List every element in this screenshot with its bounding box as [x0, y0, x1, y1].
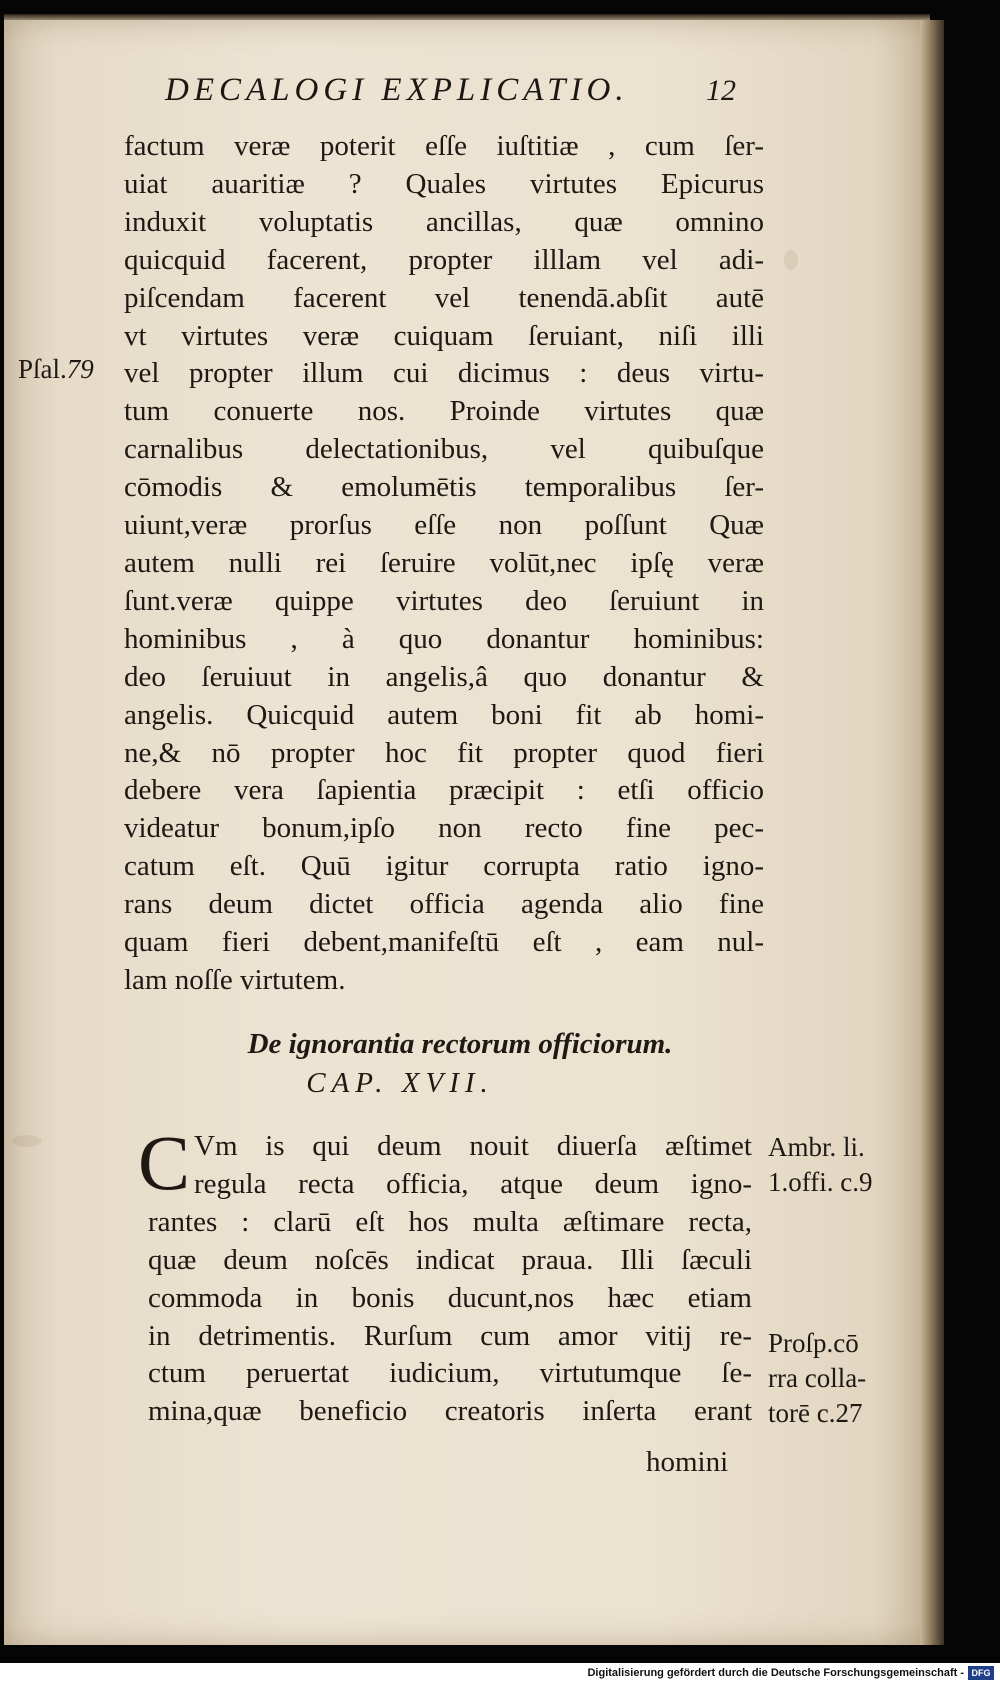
text-line: debere vera ſapientia præcipit : etſi officio — [124, 774, 764, 807]
page-stain — [12, 1135, 42, 1147]
chapter-heading: De ignorantia rectorum officiorum. — [247, 1028, 673, 1060]
margin-note-ambrose: 1.offi. c.9 — [768, 1167, 873, 1197]
text-line: mina,quæ beneficio creatoris inſerta erant — [148, 1395, 752, 1428]
margin-note-psalm — [18, 352, 94, 387]
text-line: vt virtutes veræ cuiquam ſeruiant, niſi illi — [124, 319, 764, 352]
text-line: quicquid facerent, propter illlam vel adi- — [124, 243, 764, 276]
text-line: hominibus , à quo donantur hominibus: — [124, 622, 764, 655]
text-line: Vm is qui deum nouit diuerſa æſtimet — [194, 1130, 752, 1162]
page-fore-edge — [920, 20, 944, 1645]
text-line: rantes : clarū eſt hos multa æſtimare recta, — [148, 1205, 752, 1238]
text-line: quæ deum noſcēs indicat praua. Illi ſæculi — [148, 1243, 752, 1276]
chapter-text — [148, 1128, 752, 1431]
body-text — [124, 128, 764, 1000]
text-line: quam fieri debent,manifeſtū eſt , eam nul- — [124, 926, 764, 959]
text-line: induxit voluptatis ancillas, quæ omnino — [124, 205, 764, 238]
chapter-number: CAP. XVII. — [306, 1067, 494, 1099]
margin-note-prosper: torē c.27 — [768, 1398, 863, 1428]
psalm-number: 79 — [66, 354, 94, 384]
text-line: factum veræ poterit eſſe iuſtitiæ , cum ſer- — [124, 130, 764, 162]
text-line: piſcendam facerent vel tenendā.abſit autē — [124, 281, 764, 314]
text-line: uiat auaritiæ ? Quales virtutes Epicurus — [124, 167, 764, 200]
text-line: catum eſt. Quū igitur corrupta ratio igno- — [124, 850, 764, 883]
text-line: ctum peruertat iudicium, virtutumque ſe- — [148, 1357, 752, 1390]
text-line: rans deum dictet officia agenda alio fine — [124, 888, 764, 921]
psalm-prefix: Pſal. — [18, 354, 67, 384]
folio-number: 12 — [706, 74, 736, 107]
text-line: commoda in bonis ducunt,nos hæc etiam — [148, 1281, 752, 1314]
catchword: homini — [646, 1446, 729, 1478]
margin-note-prosper: Proſp.cō — [768, 1328, 859, 1358]
funding-credit: Digitalisierung gefördert durch die Deutsche Forschungsgemeinschaft - — [587, 1667, 964, 1679]
text-line: carnalibus delectationibus, vel quibuſque — [124, 433, 764, 466]
drop-capital: C — [138, 1119, 191, 1206]
text-line: ne,& nō propter hoc fit propter quod fieri — [124, 736, 764, 769]
text-line: autem nulli rei ſeruire volūt,nec ipſę veræ — [124, 546, 764, 579]
dfg-logo: DFG — [968, 1666, 994, 1680]
margin-note-ambrose: Ambr. li. — [768, 1132, 865, 1162]
text-line: in detrimentis. Rurſum cum amor vitij re- — [148, 1319, 752, 1352]
page-stain — [784, 250, 798, 270]
text-line: cōmodis & emolumētis temporalibus ſer- — [124, 471, 764, 504]
margin-note-prosper: rra colla- — [768, 1363, 867, 1393]
text-line: angelis. Quicquid autem boni fit ab homi- — [124, 698, 764, 731]
text-line: ſunt.veræ quippe virtutes deo ſeruiunt in — [124, 584, 764, 617]
text-line: regula recta officia, atque deum igno- — [194, 1167, 752, 1200]
running-head: DECALOGI EXPLICATIO. — [165, 72, 629, 108]
text-line: tum conuerte nos. Proinde virtutes quæ — [124, 395, 764, 428]
text-line: lam noſſe virtutem. — [124, 963, 346, 996]
text-line: deo ſeruiuut in angelis,â quo donantur & — [124, 660, 764, 693]
text-line: videatur bonum,ipſo non recto fine pec- — [124, 812, 764, 845]
text-line: uiunt,veræ prorſus eſſe non poſſunt Quæ — [124, 509, 764, 542]
text-line: vel propter illum cui dicimus : deus virtu- — [124, 357, 764, 390]
